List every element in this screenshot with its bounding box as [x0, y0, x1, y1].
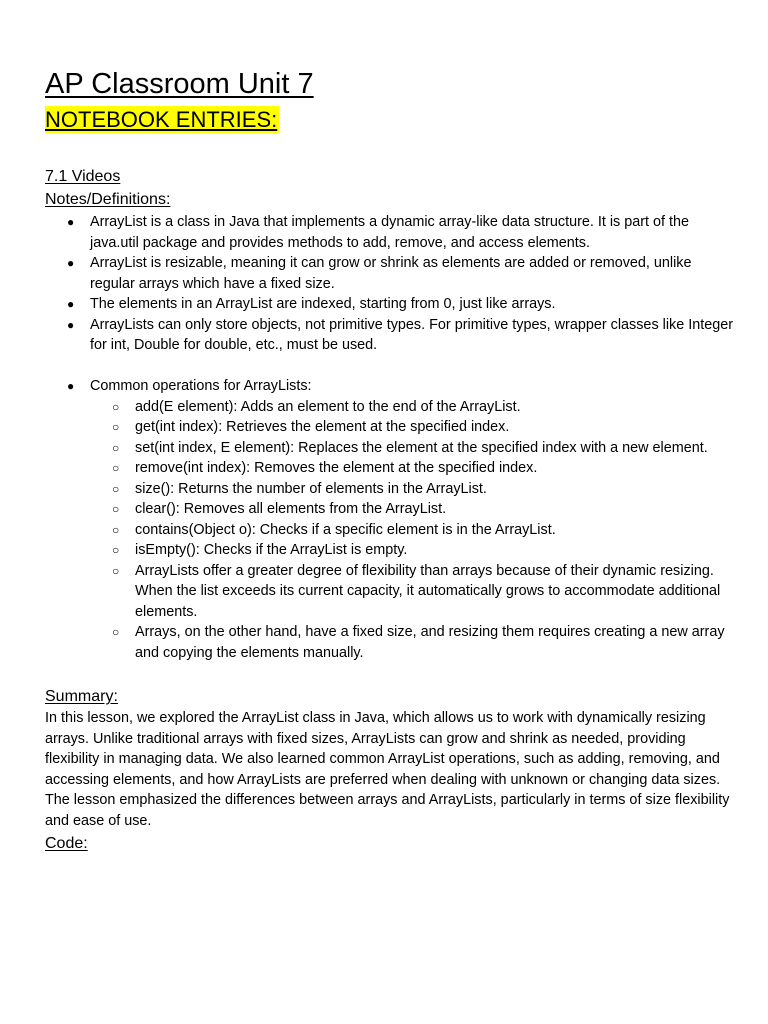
- sub-list-item: [90, 622, 735, 663]
- notes-heading: Notes/Definitions:: [45, 191, 171, 208]
- operation-text: set(int index, E element): Replaces the element at the specified index with a new element.: [135, 439, 708, 456]
- bullet-icon: ●: [67, 379, 75, 393]
- sub-list-item: [90, 397, 735, 418]
- circle-bullet-icon: ○: [112, 543, 120, 557]
- operation-text: get(int index): Retrieves the element at the specified index.: [135, 419, 510, 435]
- page-title: AP Classroom Unit 7: [45, 68, 314, 100]
- list-item: [45, 376, 735, 663]
- circle-bullet-icon: ○: [112, 399, 120, 414]
- sub-list-item: [90, 561, 735, 623]
- operation-text: isEmpty(): Checks if the ArrayList is empty.: [135, 542, 408, 558]
- bullet-icon: ●: [67, 215, 75, 229]
- circle-bullet-icon: ○: [112, 522, 120, 537]
- sub-list-item: [90, 458, 735, 479]
- operations-intro: Common operations for ArrayLists:: [90, 378, 312, 394]
- summary-paragraph: In this lesson, we explored the ArrayList class in Java, which allows us to work with dynamically resizing arrays. Unlike traditional arrays with fixed sizes, ArrayLists can grow and shrink as needed, providing flexibility in managing data. We also learned common ArrayList operations, such as adding, removing, and accessing elements, and how ArrayLists are preferred when dealing with unknown or changing data sizes. The lesson emphasized the differences between arrays and ArrayLists, particularly in terms of size flexibility and ease of use.: [45, 710, 730, 829]
- summary-heading: Summary:: [45, 688, 118, 705]
- video-heading: 7.1 Videos: [45, 168, 121, 185]
- sub-list-item: [90, 438, 735, 459]
- list-item: [45, 294, 735, 315]
- blank-line: [45, 356, 735, 377]
- circle-bullet-icon: ○: [112, 420, 120, 434]
- note-text: ArrayList is a class in Java that implements a dynamic array-like data structure. It is part of the java.util package and provides methods to add, remove, and access elements.: [90, 214, 690, 251]
- circle-bullet-icon: ○: [112, 440, 120, 455]
- bullet-icon: ●: [67, 256, 75, 270]
- operation-text: Arrays, on the other hand, have a fixed size, and resizing them requires creating a new array and copying the elements manually.: [135, 624, 725, 661]
- circle-bullet-icon: ○: [112, 481, 120, 496]
- operation-text: add(E element): Adds an element to the end of the ArrayList.: [135, 398, 521, 415]
- list-item: [45, 212, 735, 253]
- note-text: ArrayList is resizable, meaning it can grow or shrink as elements are added or removed, unlike regular arrays which have a fixed size.: [90, 255, 692, 292]
- operations-list: [90, 397, 735, 664]
- sub-list-item: [90, 540, 735, 561]
- circle-bullet-icon: ○: [112, 461, 120, 475]
- operation-text: contains(Object o): Checks if a specific element is in the ArrayList.: [135, 521, 556, 538]
- operation-text: size(): Returns the number of elements in the ArrayList.: [135, 480, 487, 497]
- bullet-icon: ●: [67, 317, 75, 332]
- sub-list-item: [90, 520, 735, 541]
- circle-bullet-icon: ○: [112, 563, 120, 578]
- code-heading: Code:: [45, 835, 88, 852]
- operation-text: remove(int index): Removes the element at the specified index.: [135, 460, 538, 476]
- notebook-entries-heading: NOTEBOOK ENTRIES:: [45, 107, 278, 132]
- operation-text: ArrayLists offer a greater degree of flexibility than arrays because of their dynamic resizing. When the list exceeds its current capacity, it automatically grows to accommodate additional elements.: [135, 562, 721, 620]
- bullet-icon: ●: [67, 297, 75, 311]
- sub-list-item: [90, 499, 735, 520]
- sub-list-item: [90, 479, 735, 500]
- sub-list-item: [90, 417, 735, 438]
- note-text: The elements in an ArrayList are indexed, starting from 0, just like arrays.: [90, 296, 556, 312]
- operation-text: clear(): Removes all elements from the ArrayList.: [135, 501, 447, 517]
- list-item: [45, 315, 735, 356]
- circle-bullet-icon: ○: [112, 502, 120, 516]
- notes-list: [45, 212, 735, 663]
- list-item: [45, 253, 735, 294]
- note-text: ArrayLists can only store objects, not primitive types. For primitive types, wrapper classes like Integer for int, Double for double, etc., must be used.: [90, 316, 734, 353]
- circle-bullet-icon: ○: [112, 625, 120, 639]
